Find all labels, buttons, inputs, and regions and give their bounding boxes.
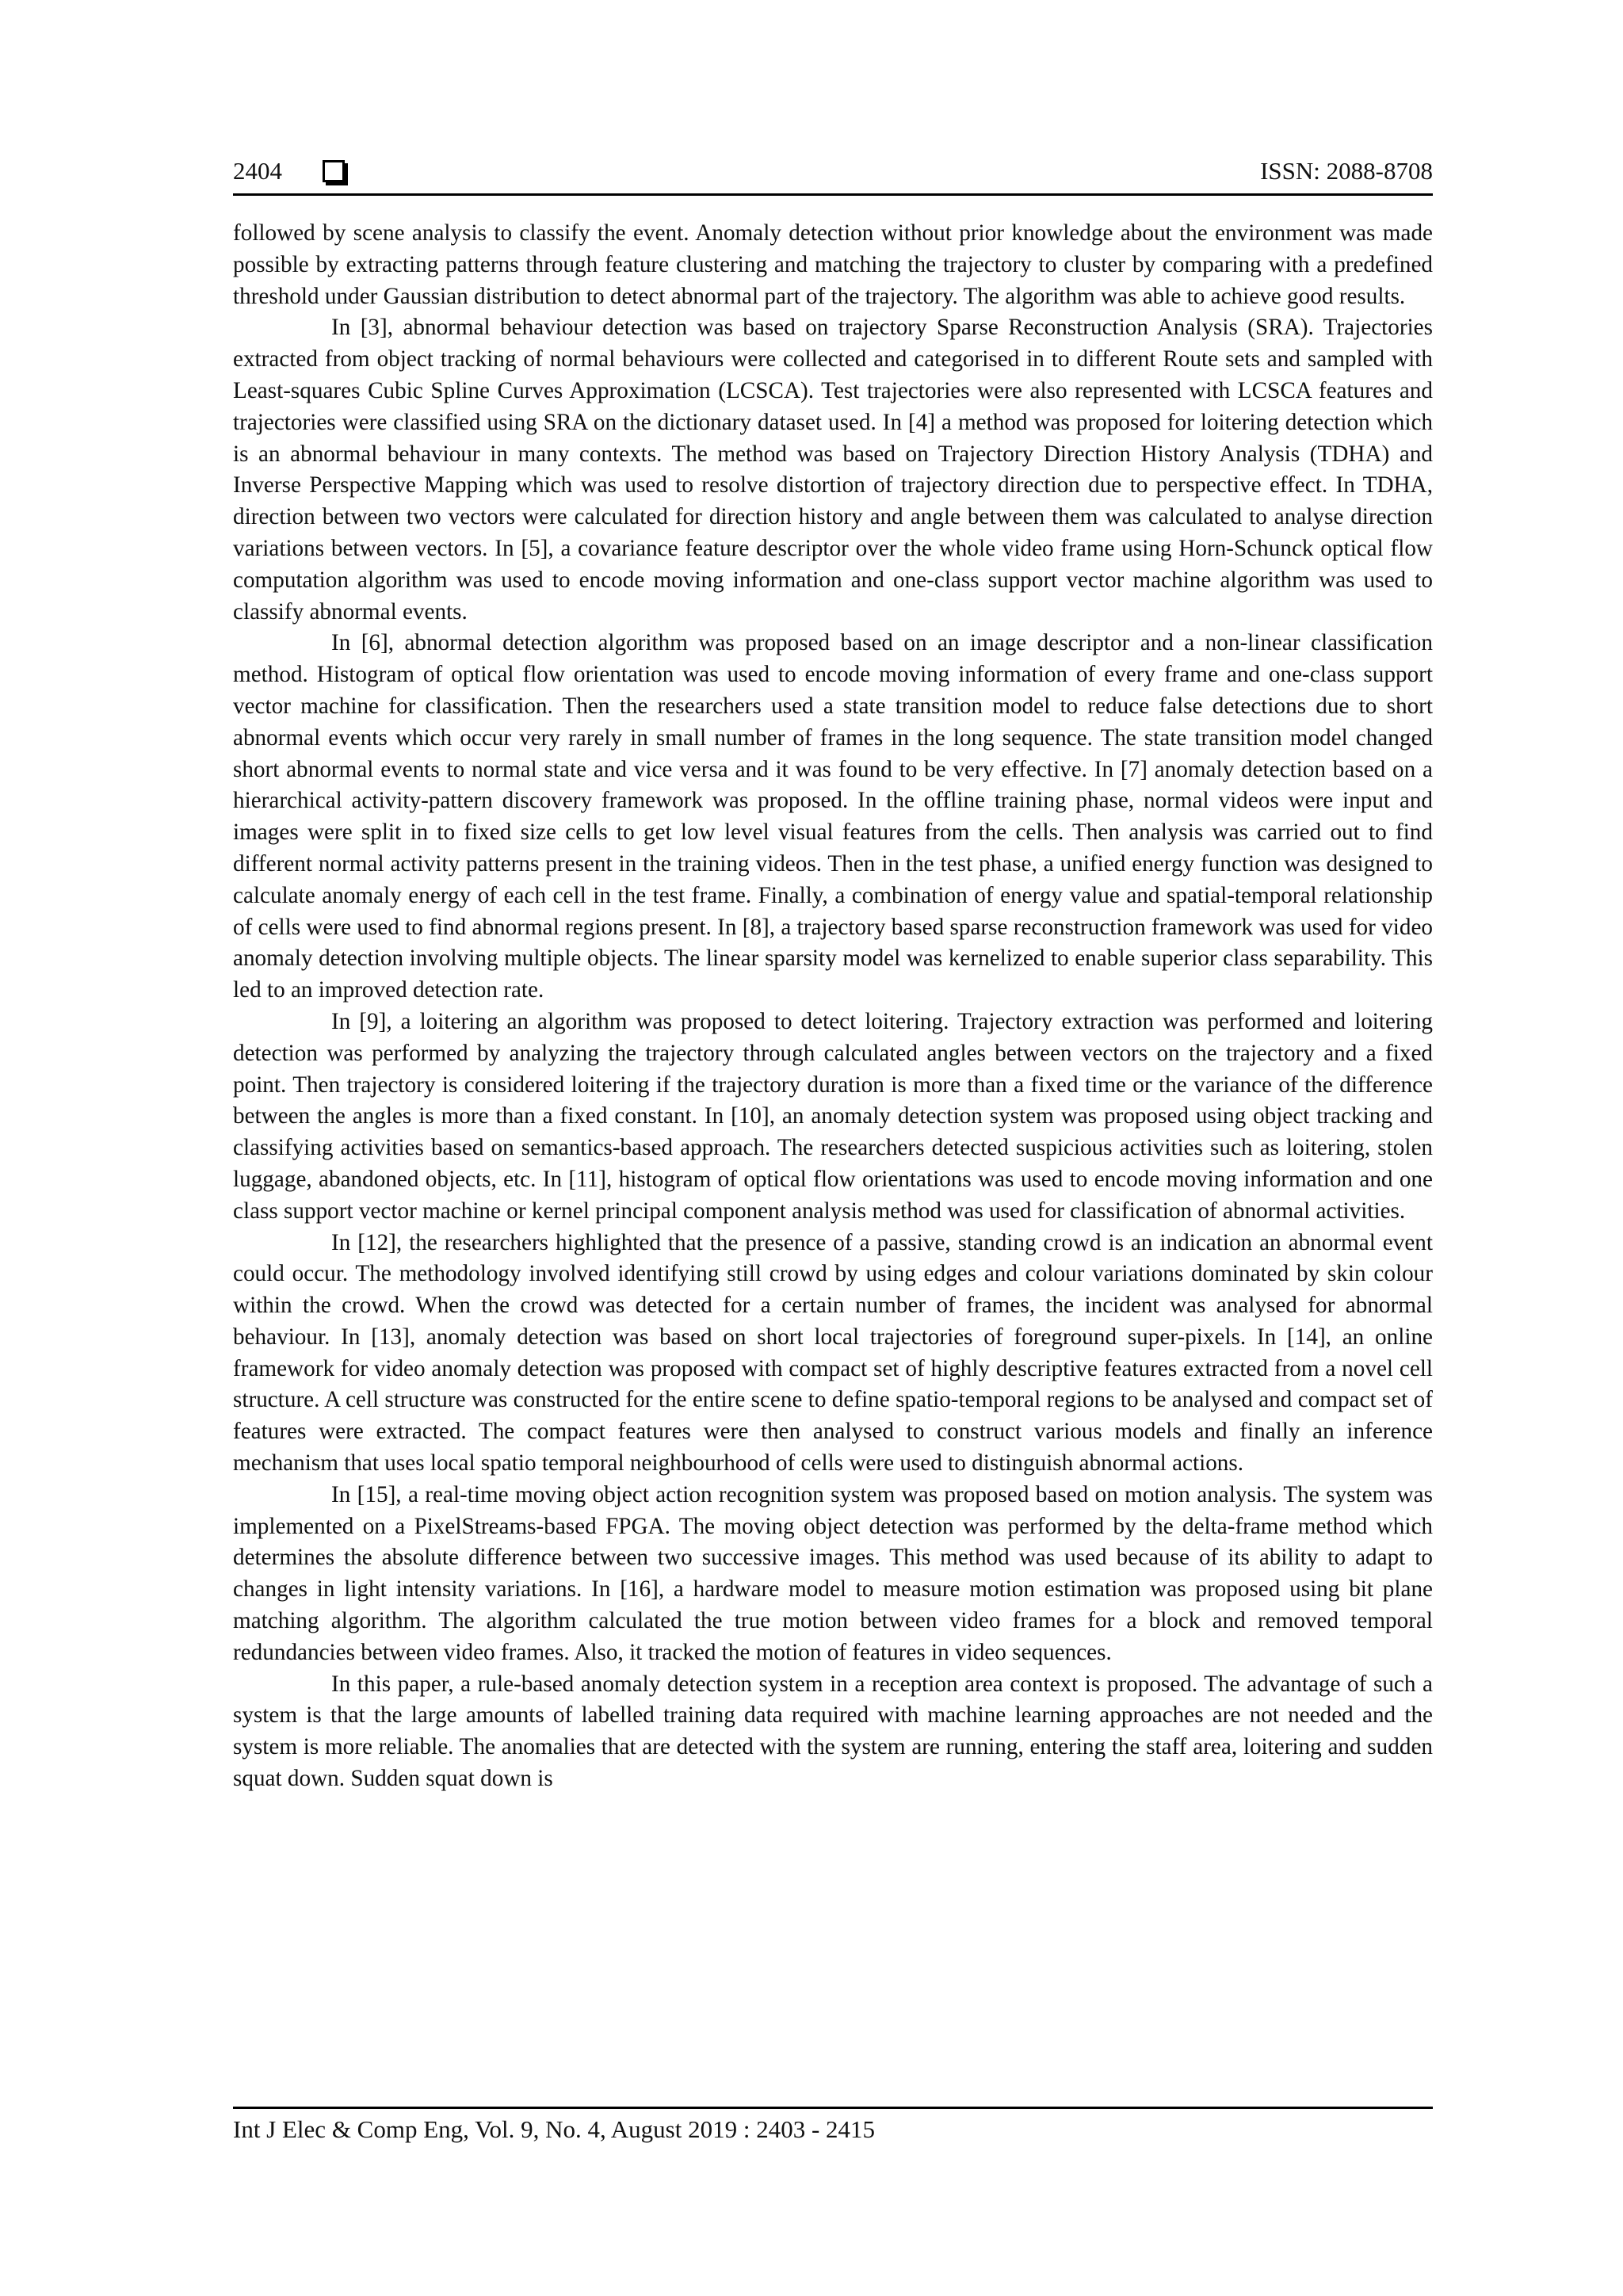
paragraph: In [9], a loitering an algorithm was proposed to detect loitering. Trajectory extraction was performed and loitering detection was performed by analyzing the trajectory through calculated angles between vectors on the trajectory and a fixed point. Then trajectory is considered loitering if the trajectory duration is more than a fixed time or the variance of the difference between the angles is more than a fixed constant. In [10], an anomaly detection system was proposed using object tracking and classifying activities based on semantics-based approach. The researchers detected suspicious activities such as loitering, stolen luggage, abandoned objects, etc. In [11], histogram of optical flow orientations was used to encode moving information and one class support vector machine or kernel principal component analysis method was used for classification of abnormal activities. <box>233 1008 1433 1224</box>
paragraph: In [3], abnormal behaviour detection was based on trajectory Sparse Reconstruction Analysis (SRA). Trajectories extracted from object tracking of normal behaviours were collected and categorised in to different Route sets and sampled with Least-squares Cubic Spline Curves Approximation (LCSCA). Test trajectories were also represented with LCSCA features and trajectories were classified using SRA on the dictionary dataset used. In [4] a method was proposed for loitering detection which is an abnormal behaviour in many contexts. The method was based on Trajectory Direction History Analysis (TDHA) and Inverse Perspective Mapping which was used to resolve distortion of trajectory direction due to perspective effect. In TDHA, direction between two vectors were calculated for direction history and angle between them was calculated to analyse direction variations between vectors. In [5], a covariance feature descriptor over the whole video frame using Horn-Schunck optical flow computation algorithm was used to encode moving information and one-class support vector machine algorithm was used to classify abnormal events. <box>233 315 1433 625</box>
paragraph: In [6], abnormal detection algorithm was proposed based on an image descriptor and a non-linear classification method. Histogram of optical flow orientation was used to encode moving information of every frame and one-class support vector machine for classification. Then the researchers used a state transition model to reduce false detections due to short abnormal events which occur very rarely in small number of frames in the long sequence. The state transition model changed short abnormal events to normal state and vice versa and it was found to be very effective. In [7] anomaly detection based on a hierarchical activity-pattern discovery framework was proposed. In the offline training phase, normal videos were input and images were split in to fixed size cells to get low level visual features from the cells. Then analysis was carried out to find different normal activity patterns present in the training videos. Then in the test phase, a unified energy function was designed to calculate anomaly energy of each cell in the test frame. Finally, a combination of energy value and spatial-temporal relationship of cells were used to find abnormal regions present. In [8], a trajectory based sparse reconstruction framework was used for video anomaly detection involving multiple objects. The linear sparsity model was kernelized to enable superior class separability. This led to an improved detection rate. <box>233 630 1433 1003</box>
paragraph: In [15], a real-time moving object action recognition system was proposed based on motion analysis. The system was implemented on a PixelStreams-based FPGA. The moving object detection was performed by the delta-frame method which determines the absolute difference between two successive images. This method was used because of its ability to adapt to changes in light intensity variations. In [16], a hardware model to measure motion estimation was proposed using bit plane matching algorithm. The algorithm calculated the true motion between video frames for a block and removed temporal redundancies between video frames. Also, it tracked the motion of features in video sequences. <box>233 1481 1433 1665</box>
hollow-square-icon <box>323 160 345 182</box>
journal-citation: Int J Elec & Comp Eng, Vol. 9, No. 4, August 2019 : 2403 - 2415 <box>233 2115 876 2143</box>
page-number: 2404 <box>233 157 282 185</box>
paragraph: In [12], the researchers highlighted that the presence of a passive, standing crowd is an indication an abnormal event could occur. The methodology involved identifying still crowd by using edges and colour variations dominated by skin colour within the crowd. When the crowd was detected for a certain number of frames, the incident was analysed for abnormal behaviour. In [13], anomaly detection was based on short local trajectories of foreground super-pixels. In [14], an online framework for video anomaly detection was proposed with compact set of highly descriptive features extracted from a novel cell structure. A cell structure was constructed for the entire scene to define spatio-temporal regions to be analysed and compact set of features were extracted. The compact features were then analysed to construct various models and finally an inference mechanism that uses local spatio temporal neighbourhood of cells were used to distinguish abnormal actions. <box>233 1229 1433 1477</box>
paragraph-truncated: In this paper, a rule-based anomaly detection system in a reception area context is proposed. The advantage of such a system is that the large amounts of labelled training data required with machine learning approaches are not needed and the system is more reliable. The anomalies that are detected with the system are running, entering the staff area, loitering and sudden squat down. Sudden squat down is <box>233 1671 1433 1792</box>
issn-label: ISSN: 2088-8708 <box>1260 157 1433 185</box>
page-header <box>233 155 1433 196</box>
paragraph-continued: followed by scene analysis to classify the event. Anomaly detection without prior knowledge about the environment was made possible by extracting patterns through feature clustering and matching the trajectory to cluster by comparing with a predefined threshold under Gaussian distribution to detect abnormal part of the trajectory. The algorithm was able to achieve good results. <box>233 220 1433 309</box>
page-footer <box>233 2107 1433 2145</box>
body-text <box>233 218 1433 1795</box>
